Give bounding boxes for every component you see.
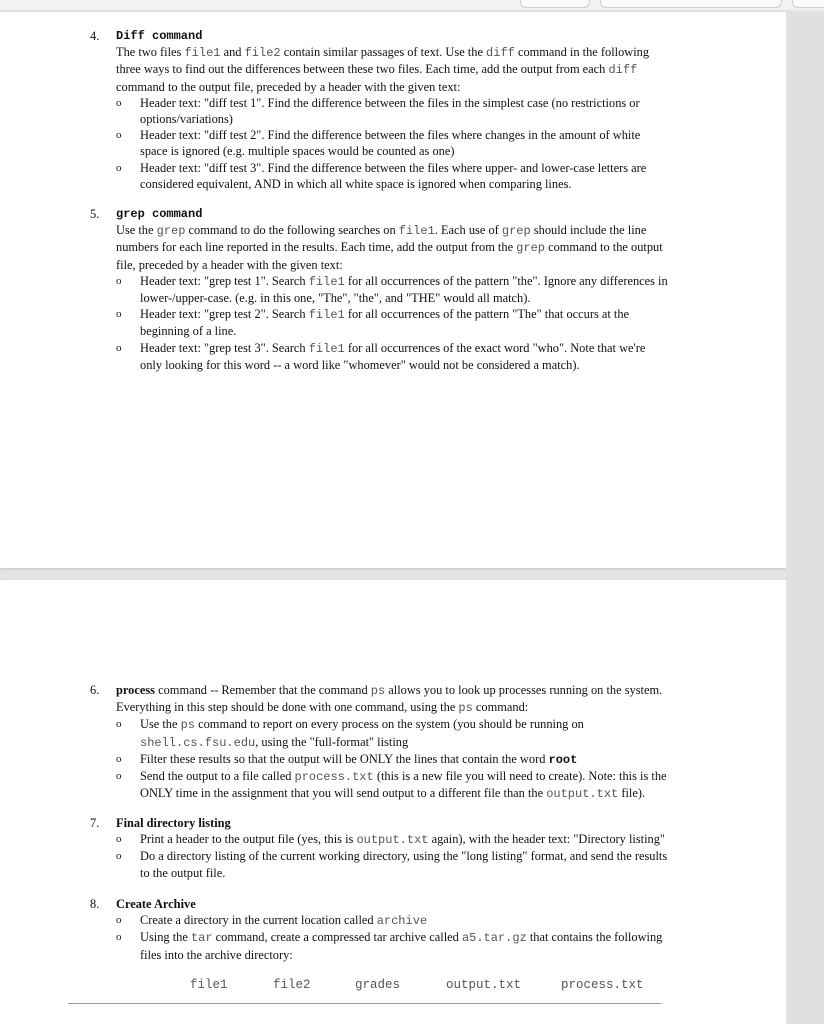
list-item: o Create a directory in the current location called archive — [116, 913, 428, 929]
section-create-archive — [90, 896, 670, 963]
bullet-list — [90, 273, 670, 373]
section-diff — [90, 28, 670, 192]
section-intro: Use the grep command to do the following searches on file1. Each use of grep should include the line numbers for each line reported in the results. Each time, add the output from the grep command to the output file, preceded by a header with the given text: — [116, 223, 663, 272]
section-title: Diff command — [116, 29, 203, 43]
toolbar-tab[interactable] — [520, 0, 590, 8]
file-name: file2 — [273, 978, 311, 992]
scrollbar-track[interactable] — [786, 12, 824, 1024]
list-item: o Header text: "grep test 1". Search file1 for all occurrences of the pattern "the". Ignore any differences in lower-/upper-case. (e.g. in this one, "The", "the", and "THE" would all match). — [116, 273, 668, 306]
list-item: o Header text: "grep test 3". Search file1 for all occurrences of the exact word "who". Note that we're only looking for this word -- a word like "whomever" would not be considered a match). — [116, 340, 646, 372]
file-name: output.txt — [446, 978, 522, 992]
section-number: 7. — [90, 816, 100, 830]
section-title: grep command — [116, 207, 203, 221]
divider — [68, 1003, 661, 1004]
section-title: Final directory listing — [116, 816, 231, 830]
bullet-list — [90, 716, 670, 802]
bullet-list — [90, 912, 670, 963]
list-item: o Use the ps command to report on every process on the system (you should be running on shell.cs.fsu.edu, using the "full-format" listing — [116, 717, 584, 750]
section-number: 6. — [90, 683, 100, 697]
list-item: o Using the tar command, create a compressed tar archive called a5.tar.gz that contains the following files into the archive directory: — [116, 930, 663, 962]
bullet-list — [90, 831, 670, 881]
list-item: o Header text: "diff test 1". Find the difference between the files in the simplest case (no restrictions or options/variations) — [116, 95, 640, 127]
section-intro: process command -- Remember that the command ps allows you to look up processes running on the system. Everything in this step should be done with one command, using the ps command: — [116, 683, 663, 716]
section-number: 4. — [90, 29, 100, 43]
list-item: o Send the output to a file called process.txt (this is a new file you will need to create). Note: this is the ONLY time in the assignment that you will send output to a different file than the output.txt file). — [116, 769, 667, 802]
section-number: 5. — [90, 207, 100, 221]
list-item: o Filter these results so that the output will be ONLY the lines that contain the word root — [116, 751, 578, 767]
top-toolbar-strip — [0, 0, 824, 10]
bullet-list — [90, 95, 670, 192]
section-process — [90, 682, 670, 802]
section-intro: The two files file1 and file2 contain similar passages of text. Use the diff command in the following three ways to find out the differences between these two files. Each time, add the output from each diff command to the output file, preceded by a header with the given text: — [116, 45, 650, 94]
file-name: file1 — [190, 978, 228, 992]
file-name: process.txt — [561, 978, 644, 992]
section-grep — [90, 206, 670, 373]
section-title: Create Archive — [116, 897, 196, 911]
list-item: o Header text: "grep test 2". Search file1 for all occurrences of the pattern "The" that occurs at the beginning of a line. — [116, 307, 630, 339]
list-item: o Header text: "diff test 2". Find the difference between the files where changes in the amount of white space is ignored (e.g. multiple spaces would be counted as one) — [116, 128, 641, 159]
list-item: o Print a header to the output file (yes, this is output.txt again), with the header text: "Directory listing" — [116, 832, 665, 848]
section-directory-listing — [90, 815, 670, 881]
toolbar-tab[interactable] — [600, 0, 782, 8]
list-item: o Do a directory listing of the current working directory, using the "long listing" format, and send the results to the output file. — [116, 849, 668, 880]
file-name: grades — [355, 978, 401, 992]
section-title: process — [116, 683, 156, 697]
section-number: 8. — [90, 897, 100, 911]
toolbar-tab[interactable] — [792, 0, 824, 8]
list-item: o Header text: "diff test 3". Find the difference between the files where upper- and lower-case letters are considered equivalent, AND in which all white space is ignored when comparing lines. — [116, 160, 647, 191]
